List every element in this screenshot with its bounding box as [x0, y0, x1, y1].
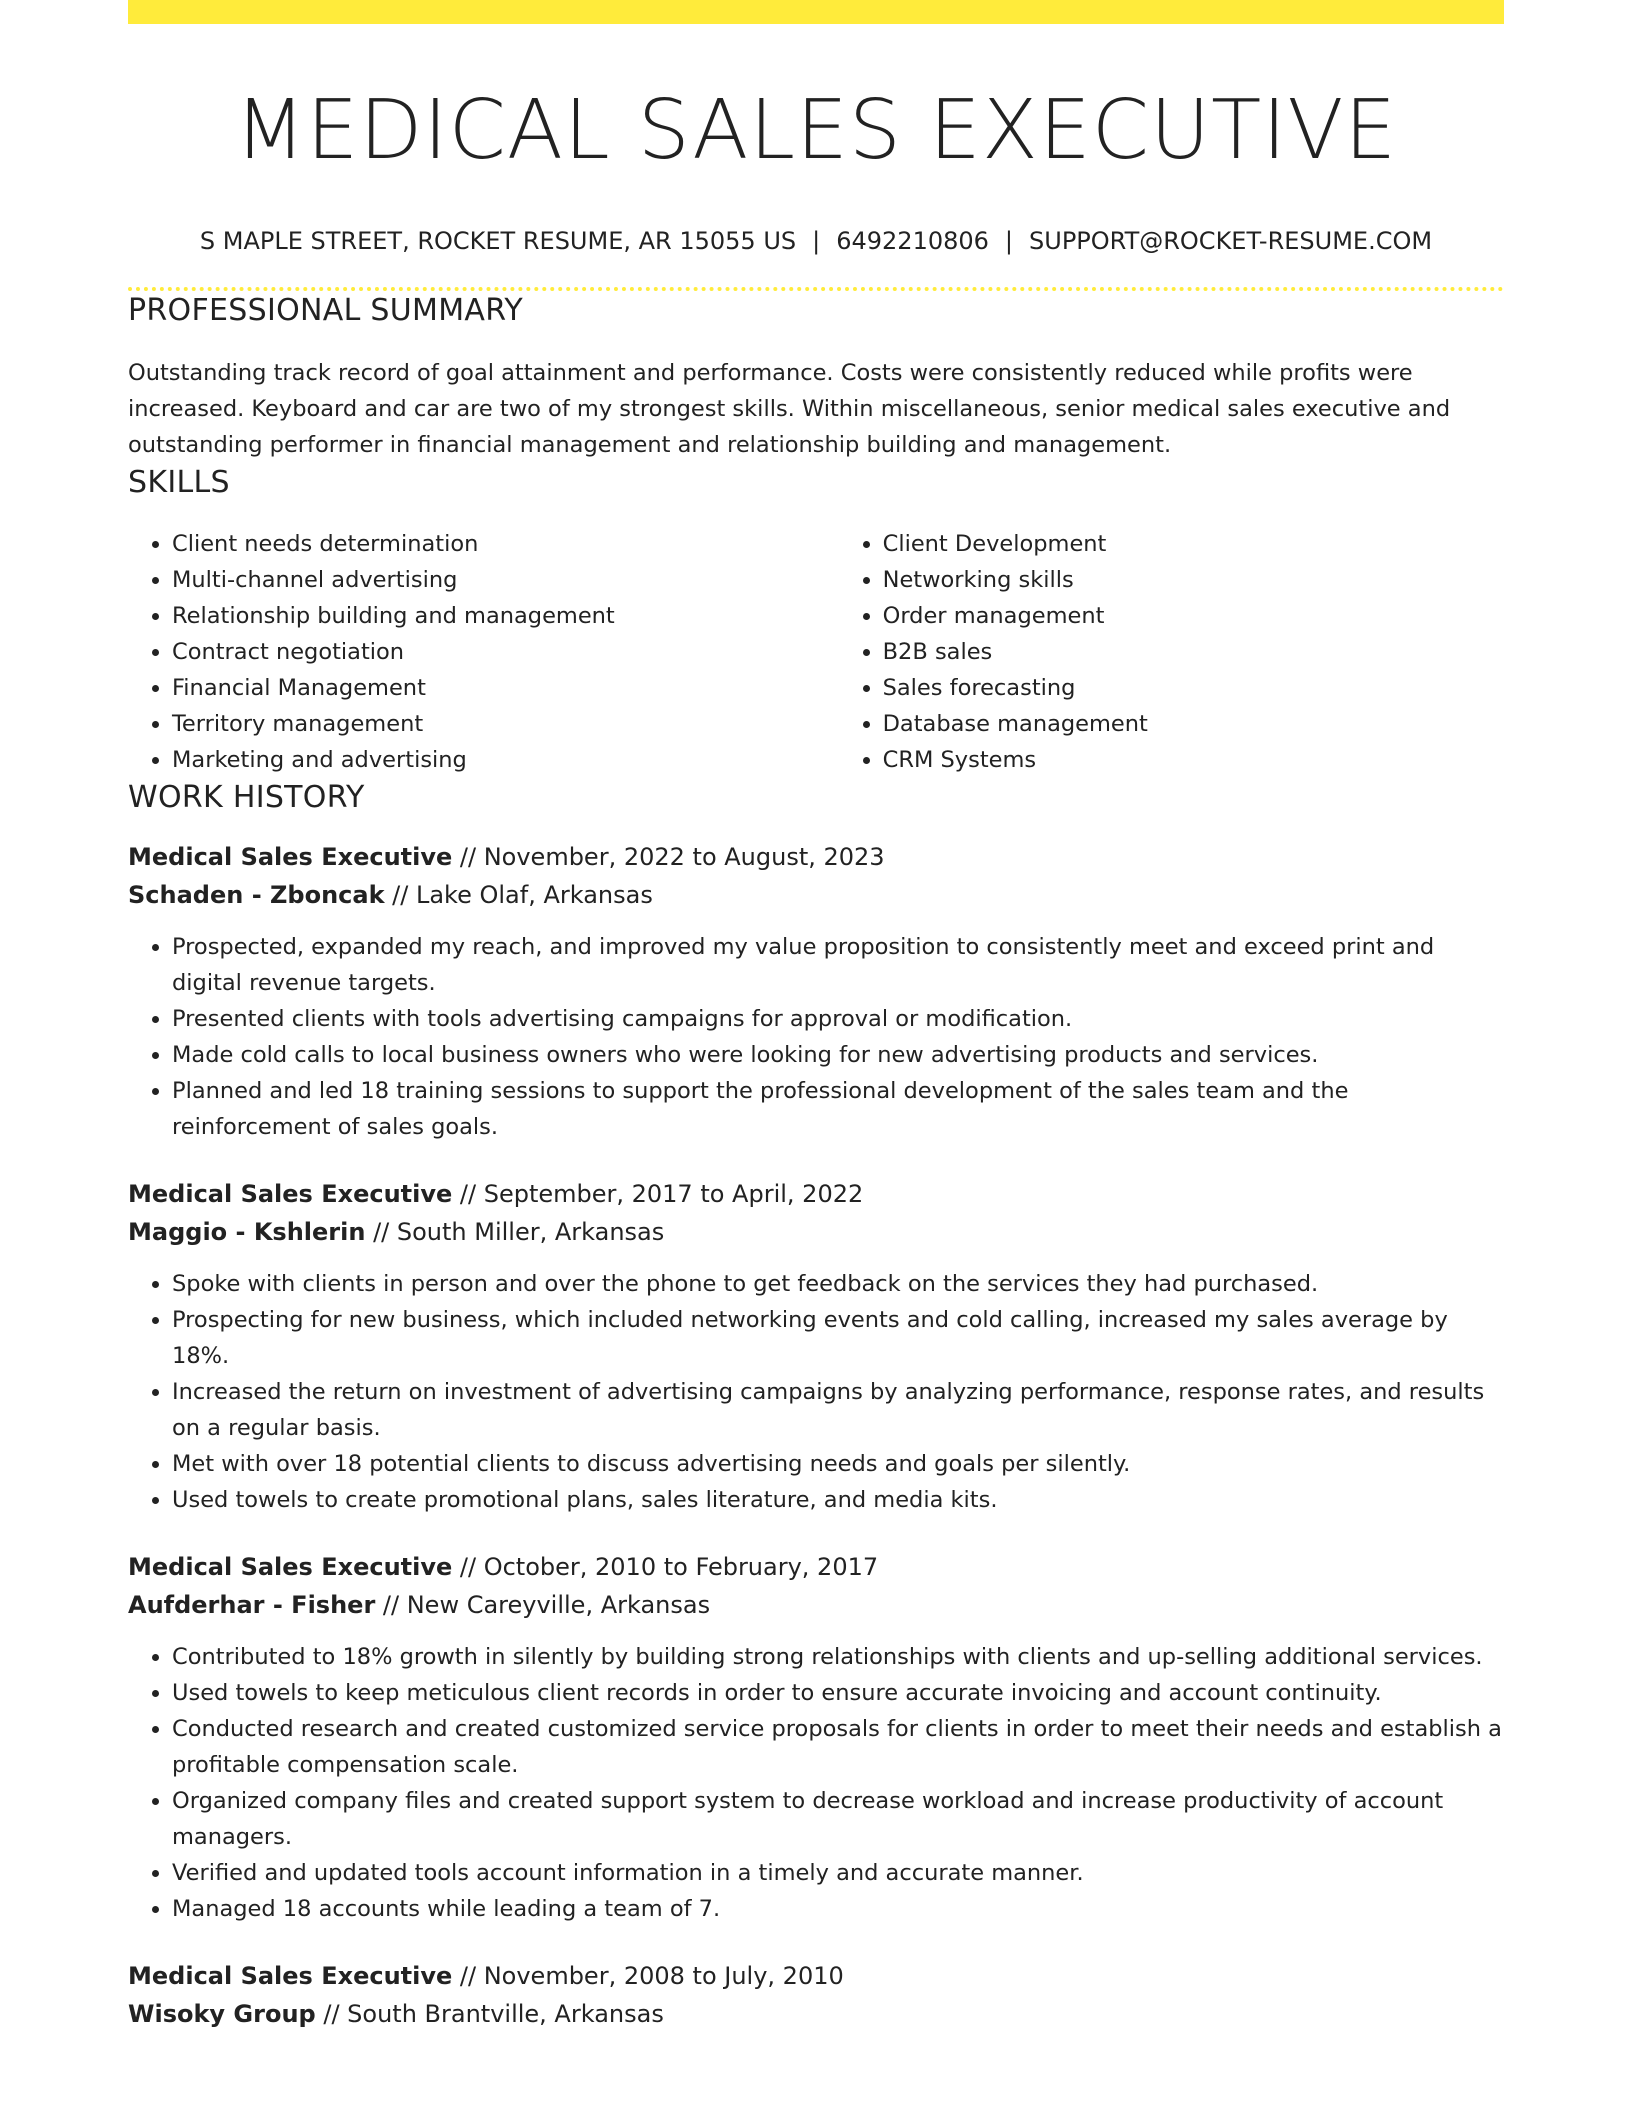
job-bullet: • Contributed to 18% growth in silently by building strong relationships with clients and up-selling additional services. [172, 1639, 1504, 1675]
job-location: // New Careyville, Arkansas [375, 1591, 711, 1619]
resume-name: MEDICAL SALES EXECUTIVE [234, 83, 1398, 178]
skill-item: • Marketing and advertising [172, 742, 839, 778]
skill-item: • Client Development [883, 526, 1504, 562]
job-bullet: • Spoke with clients in person and over the phone to get feedback on the services they had purchased. [172, 1266, 1504, 1302]
skill-item: • Order management [883, 598, 1504, 634]
job-bullet: • Planned and led 18 training sessions to support the professional development of the sales team and the reinforcement of sales goals. [172, 1073, 1504, 1145]
job-title: Medical Sales Executive [128, 1553, 453, 1581]
job-location: // Lake Olaf, Arkansas [384, 881, 653, 909]
job-bullets [128, 1639, 1504, 1927]
job-bullet: • Prospected, expanded my reach, and improved my value proposition to consistently meet and exceed print and digital revenue targets. [172, 929, 1504, 1001]
job-bullet: • Used towels to keep meticulous client records in order to ensure accurate invoicing and account continuity. [172, 1675, 1504, 1711]
job-bullet: • Managed 18 accounts while leading a team of 7. [172, 1891, 1504, 1927]
job-title: Medical Sales Executive [128, 1962, 453, 1990]
contact-address: S MAPLE STREET, ROCKET RESUME, AR 15055 US [199, 227, 797, 255]
job-title: Medical Sales Executive [128, 1180, 453, 1208]
job-company: Wisoky Group [128, 2000, 316, 2028]
skill-item: • Relationship building and management [172, 598, 839, 634]
job-dates: // November, 2022 to August, 2023 [452, 843, 885, 871]
skill-item: • Sales forecasting [883, 670, 1504, 706]
skill-item: • Database management [883, 706, 1504, 742]
skill-item: • Contract negotiation [172, 634, 839, 670]
job-entry [128, 838, 1504, 1145]
job-dates: // October, 2010 to February, 2017 [452, 1553, 879, 1581]
skills-left-list [128, 526, 839, 778]
job-bullet: • Increased the return on investment of advertising campaigns by analyzing performance, response rates, and results on a regular basis. [172, 1374, 1504, 1446]
skill-item: • Client needs determination [172, 526, 839, 562]
contact-separator: | [1004, 227, 1014, 255]
job-entry [128, 1175, 1504, 1518]
job-location: // South Brantville, Arkansas [315, 2000, 664, 2028]
skill-item: • Networking skills [883, 562, 1504, 598]
job-dates: // November, 2008 to July, 2010 [452, 1962, 844, 1990]
skill-item: • B2B sales [883, 634, 1504, 670]
skill-item: • Territory management [172, 706, 839, 742]
job-company-line [128, 1213, 1504, 1251]
job-location: // South Miller, Arkansas [365, 1218, 665, 1246]
skill-item: • Multi-channel advertising [172, 562, 839, 598]
job-company-line [128, 1995, 1504, 2033]
summary-text: Outstanding track record of goal attainment and performance. Costs were consistently reduced while profits were increased. Keyboard and car are two of my strongest skills. Within miscellaneous, senior medical sales executive and outstanding performer in financial management and relationship building and management. [128, 360, 1451, 458]
contact-phone: 6492210806 [836, 227, 989, 255]
job-bullet: • Prospecting for new business, which included networking events and cold calling, increased my sales average by 18%. [172, 1302, 1504, 1374]
job-title: Medical Sales Executive [128, 843, 453, 871]
job-bullet: • Met with over 18 potential clients to discuss advertising needs and goals per silently. [172, 1446, 1504, 1482]
job-title-line [128, 1957, 1504, 1995]
skill-item: • Financial Management [172, 670, 839, 706]
job-bullets [128, 1266, 1504, 1518]
work-history-heading: WORK HISTORY [128, 780, 365, 815]
job-entry [128, 1957, 1504, 2033]
job-title-line [128, 838, 1504, 876]
job-bullet: • Presented clients with tools advertising campaigns for approval or modification. [172, 1001, 1504, 1037]
job-title-line [128, 1175, 1504, 1213]
job-company: Aufderhar - Fisher [128, 1591, 376, 1619]
job-bullet: • Organized company files and created support system to decrease workload and increase productivity of account managers. [172, 1783, 1504, 1855]
job-dates: // September, 2017 to April, 2022 [452, 1180, 864, 1208]
job-bullet: • Verified and updated tools account information in a timely and accurate manner. [172, 1855, 1504, 1891]
job-company-line [128, 876, 1504, 914]
skill-item: • CRM Systems [883, 742, 1504, 778]
job-entry [128, 1548, 1504, 1927]
contact-line [128, 224, 1504, 258]
summary-heading: PROFESSIONAL SUMMARY [128, 293, 524, 328]
skills-heading: SKILLS [128, 465, 230, 500]
job-bullets [128, 929, 1504, 1145]
top-accent-bar [128, 0, 1504, 24]
skills-right-list [839, 526, 1504, 778]
job-company: Maggio - Kshlerin [128, 1218, 366, 1246]
job-bullet: • Conducted research and created customized service proposals for clients in order to meet their needs and establish a profitable compensation scale. [172, 1711, 1504, 1783]
contact-separator: | [812, 227, 821, 255]
contact-email: SUPPORT@ROCKET-RESUME.COM [1029, 227, 1433, 255]
job-title-line [128, 1548, 1504, 1586]
job-company: Schaden - Zboncak [128, 881, 385, 909]
job-bullet: • Made cold calls to local business owners who were looking for new advertising products and services. [172, 1037, 1504, 1073]
skills-columns [128, 526, 1504, 778]
resume-page [128, 0, 1504, 2033]
job-bullet: • Used towels to create promotional plans, sales literature, and media kits. [172, 1482, 1504, 1518]
job-company-line [128, 1586, 1504, 1624]
